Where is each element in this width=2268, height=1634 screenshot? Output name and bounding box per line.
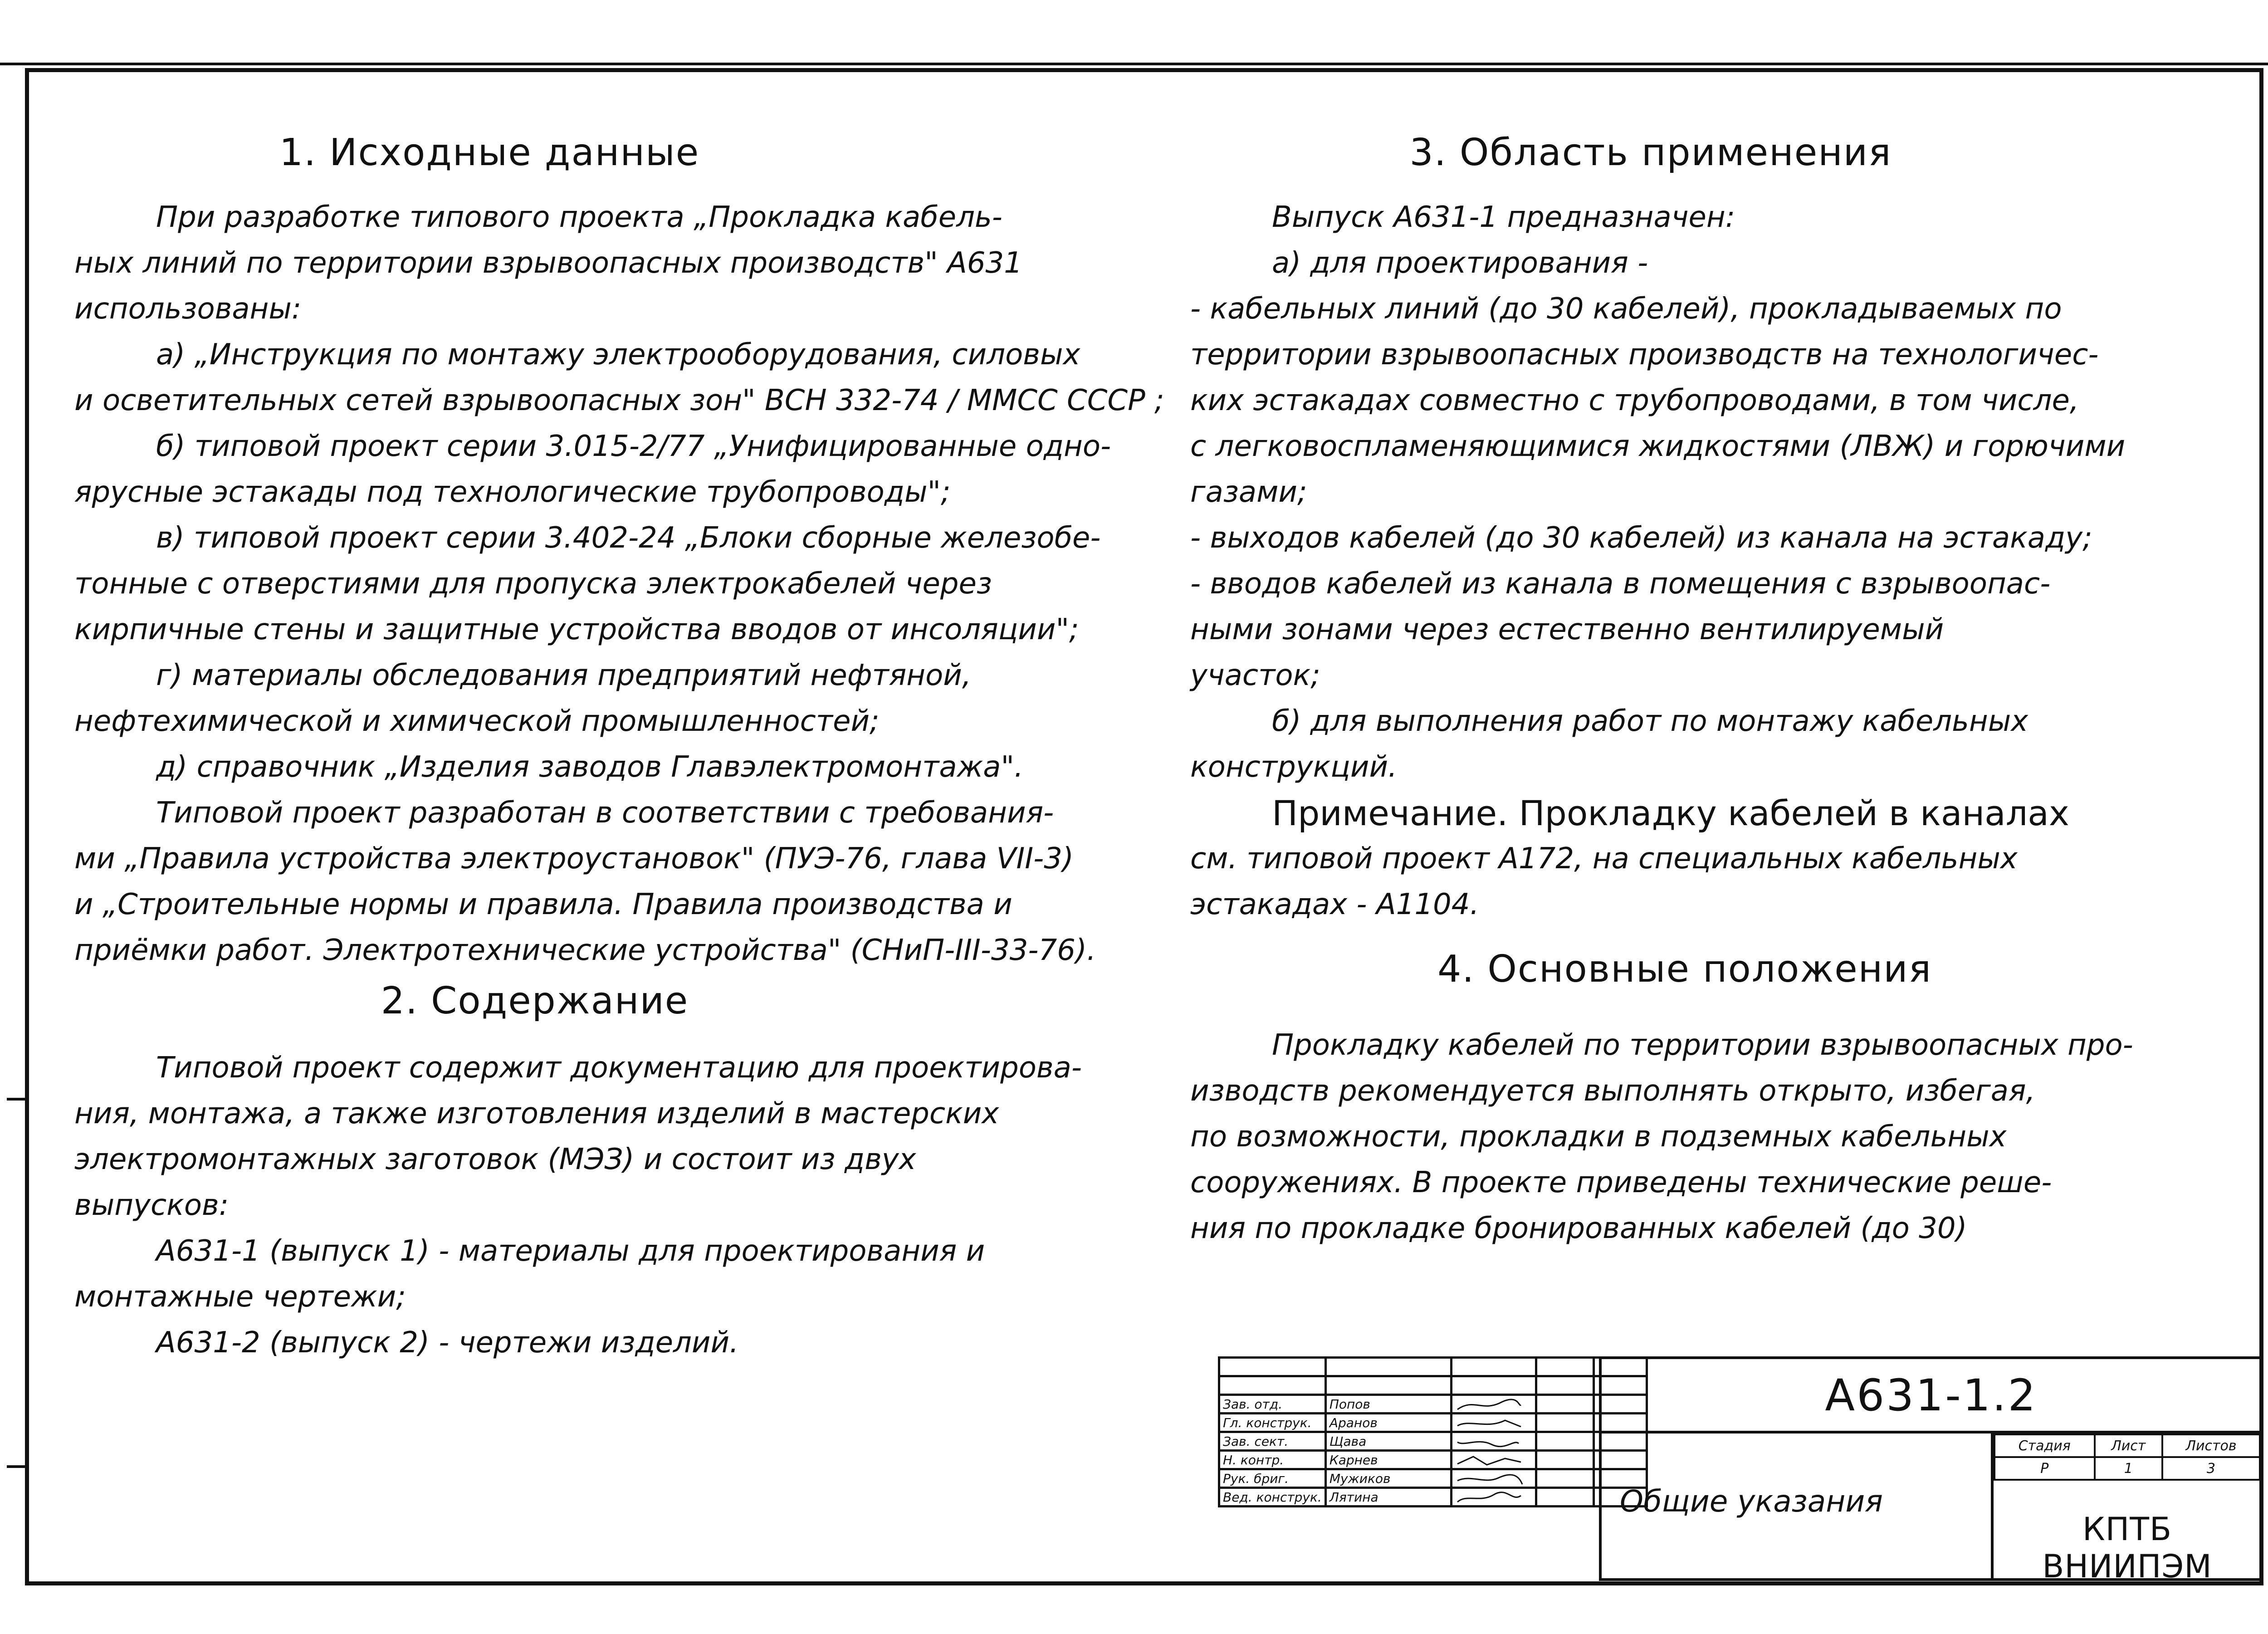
sheets-header: Листов [2162, 1434, 2260, 1457]
signature-icon [1455, 1473, 1523, 1486]
text-line: нефтехимической и химической промышленностей; [74, 704, 880, 738]
text-line: ярусные эстакады под технологические трубопроводы"; [74, 475, 951, 509]
text-line: выпусков: [74, 1189, 229, 1222]
top-border-line [0, 63, 2268, 65]
text-line: Прокладку кабелей по территории взрывоопасных про- [1272, 1028, 2133, 1062]
person-cell: Попов [1325, 1395, 1451, 1414]
text-line: А631-1 (выпуск 1) - материалы для проектирования и [156, 1234, 985, 1268]
signature-cell [1451, 1414, 1536, 1432]
signature-row [1219, 1414, 1647, 1432]
text-line: б) для выполнения работ по монтажу кабельных [1272, 704, 2028, 738]
title-block [1218, 1356, 2263, 1585]
person-cell: Щава [1325, 1432, 1451, 1451]
text-line: Типовой проект разработан в соответствии с требования- [156, 796, 1054, 830]
text-line: тонные с отверстиями для пропуска электрокабелей через [74, 567, 992, 601]
section-3-body [1190, 195, 2247, 928]
section-4-body [1190, 1022, 2247, 1252]
text-line: ных линий по территории взрывоопасных производств" А631 [74, 246, 1022, 280]
text-line: - кабельных линий (до 30 кабелей), прокладываемых по [1190, 292, 2062, 326]
text-line: д) справочник „Изделия заводов Главэлектромонтажа". [156, 750, 1024, 784]
role-cell: Гл. конструк. [1219, 1414, 1326, 1432]
signature-icon [1455, 1491, 1523, 1505]
text-line: эстакадах - А1104. [1190, 888, 1479, 921]
person-cell: Аранов [1325, 1414, 1451, 1432]
role-cell: Зав. отд. [1219, 1395, 1326, 1414]
text-line: монтажные чертежи; [74, 1280, 406, 1314]
section-1-body [74, 195, 1177, 974]
text-line: по возможности, прокладки в подземных кабельных [1190, 1120, 2007, 1154]
text-line: приёмки работ. Электротехнические устройства" (СНиП-III-33-76). [74, 934, 1096, 967]
signature-cell [1451, 1432, 1536, 1451]
text-line: а) для проектирования - [1272, 246, 1648, 280]
signature-row [1219, 1432, 1647, 1451]
text-line: изводств рекомендуется выполнять открыто, избегая, [1190, 1074, 2035, 1108]
text-line: ными зонами через естественно вентилируемый [1190, 613, 1944, 646]
section-3-heading: 3. Область применения [1409, 131, 1892, 174]
fold-mark [7, 1465, 25, 1468]
text-line: Типовой проект содержит документацию для проектирова- [156, 1051, 1082, 1085]
stage-value: Р [1994, 1457, 2095, 1480]
stage-header: Стадия [1994, 1434, 2095, 1457]
signature-cell [1451, 1469, 1536, 1488]
text-line: см. типовой проект А172, на специальных кабельных [1190, 842, 2018, 876]
role-cell: Н. контр. [1219, 1451, 1326, 1469]
signature-row [1219, 1488, 1647, 1507]
text-line: При разработке типового проекта „Прокладка кабель- [156, 201, 1002, 234]
text-line: Выпуск А631-1 предназначен: [1272, 201, 1735, 234]
signatures-table [1218, 1356, 1648, 1507]
signature-cell [1451, 1451, 1536, 1469]
signature-icon [1455, 1435, 1523, 1449]
text-line: с легковоспламеняющимися жидкостями (ЛВЖ) и горючими [1190, 430, 2126, 463]
section-2-heading: 2. Содержание [381, 979, 689, 1022]
person-cell: Карнев [1325, 1451, 1451, 1469]
signature-cell [1451, 1395, 1536, 1414]
signature-icon [1455, 1417, 1523, 1430]
section-4-heading: 4. Основные положения [1437, 948, 1932, 991]
person-cell: Мужиков [1325, 1469, 1451, 1488]
section-1-heading: 1. Исходные данные [279, 131, 700, 174]
sheets-value: 3 [2162, 1457, 2260, 1480]
text-line: б) типовой проект серии 3.015-2/77 „Унифицированные одно- [156, 430, 1111, 463]
text-line: территории взрывоопасных производств на технологичес- [1190, 338, 2099, 372]
text-line: А631-2 (выпуск 2) - чертежи изделий. [156, 1326, 739, 1360]
document-name: Общие указания [1599, 1431, 1994, 1581]
text-line: использованы: [74, 292, 302, 326]
organization-name: КПТБ ВНИИПЭМ [2042, 1511, 2212, 1585]
section-2-body [74, 1045, 1177, 1366]
text-line: и „Строительные нормы и правила. Правила производства и [74, 888, 1012, 921]
text-line: газами; [1190, 475, 1307, 509]
signature-row [1219, 1469, 1647, 1488]
text-line: - выходов кабелей (до 30 кабелей) из канала на эстакаду; [1190, 521, 2092, 555]
text-line: участок; [1190, 659, 1320, 692]
text-line: кирпичные стены и защитные устройства вводов от инсоляции"; [74, 613, 1079, 646]
signature-row [1219, 1395, 1647, 1414]
text-line: ния по прокладке бронированных кабелей (до 30) [1190, 1212, 1967, 1245]
text-line: электромонтажных заготовок (МЭЗ) и состоит из двух [74, 1143, 916, 1176]
role-cell: Вед. конструк. [1219, 1488, 1326, 1507]
signature-icon [1455, 1398, 1523, 1412]
text-line: г) материалы обследования предприятий нефтяной, [156, 659, 972, 692]
text-line: ния, монтажа, а также изготовления изделий в мастерских [74, 1097, 999, 1130]
sheet-header: Лист [2095, 1434, 2162, 1457]
note-line: Примечание. Прокладку кабелей в каналах [1272, 793, 2069, 833]
text-line: а) „Инструкция по монтажу электрооборудования, силовых [156, 338, 1080, 372]
text-line: ми „Правила устройства электроустановок" (ПУЭ-76, глава VII-3) [74, 842, 1074, 876]
stage-box [1991, 1431, 2263, 1585]
role-cell: Зав. сект. [1219, 1432, 1326, 1451]
sheet-value: 1 [2095, 1457, 2162, 1480]
signature-icon [1455, 1454, 1523, 1468]
text-line: сооружениях. В проекте приведены технические реше- [1190, 1166, 2052, 1199]
text-line: и осветительных сетей взрывоопасных зон" ВСН 332-74 / ММСС СССР ; [74, 384, 1164, 417]
text-line: в) типовой проект серии 3.402-24 „Блоки сборные железобе- [156, 521, 1101, 555]
signature-row [1219, 1451, 1647, 1469]
text-line: - вводов кабелей из канала в помещения с взрывоопас- [1190, 567, 2051, 601]
fold-mark [7, 1098, 25, 1101]
role-cell: Рук. бриг. [1219, 1469, 1326, 1488]
person-cell: Лятина [1325, 1488, 1451, 1507]
document-code: А631-1.2 [1599, 1356, 2263, 1433]
signature-cell [1451, 1488, 1536, 1507]
text-line: конструкций. [1190, 750, 1398, 784]
text-line: ких эстакадах совместно с трубопроводами, в том числе, [1190, 384, 2079, 417]
